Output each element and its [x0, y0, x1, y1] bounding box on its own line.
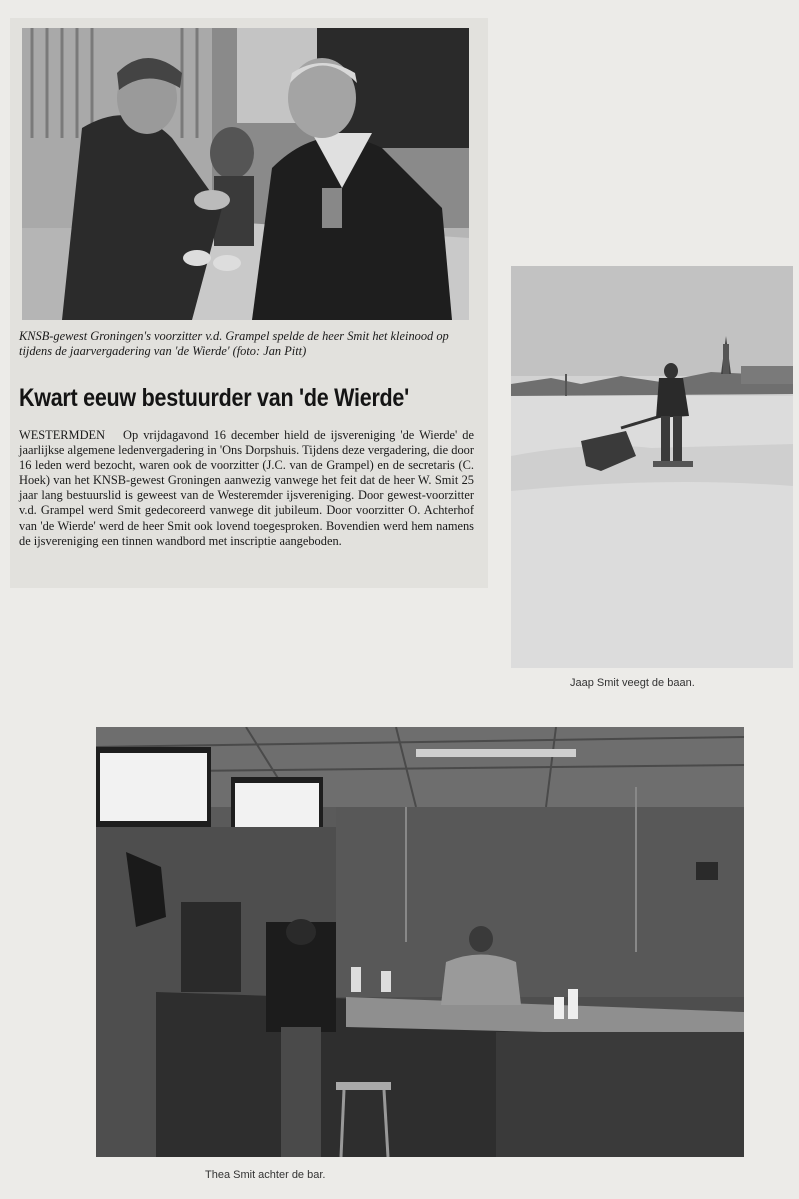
- dateline: WESTERMDEN: [19, 428, 106, 442]
- photo-bar-interior: [96, 727, 744, 1157]
- skating-photo-caption: Jaap Smit veegt de baan.: [570, 677, 695, 689]
- headline: Kwart eeuw bestuurder van 'de Wierde': [19, 384, 409, 412]
- article-body: [19, 428, 474, 549]
- article-text: Op vrijdagavond 16 december hield de ijsvereniging 'de Wierde' de jaarlijkse algemene ledenvergadering in 'Ons Dorpshuis. Tijdens deze vergadering, die door 16 leden werd bezocht, waren ook de voorzitter (J.C. van de Grampel) en de secretaris (C. Hoek) van het KNSB-gewest Groningen aanwezig vanwege het feit dat de heer W. Smit 25 jaar lang bestuurslid is geweest van de Westeremder ijsvereniging. Door gewest-voorzitter v.d. Grampel werd Smit gedecoreerd vanwege dit jubileum. Door voorzitter O. Achterhof van 'de Wierde' werd de heer Smit ook lovend toegesproken. Bovendien werd hem namens de ijsvereniging een tinnen wandbord met inscriptie aangeboden.: [19, 428, 474, 548]
- bar-photo-caption: Thea Smit achter de bar.: [205, 1169, 326, 1181]
- photo-ice-sweeping: [511, 266, 793, 668]
- photo-caption: KNSB-gewest Groningen's voorzitter v.d. Grampel spelde de heer Smit het kleinood op tijdens de jaarvergadering van 'de Wierde' (foto: Jan Pitt): [19, 329, 449, 358]
- photo-handshake-meeting: [22, 28, 469, 320]
